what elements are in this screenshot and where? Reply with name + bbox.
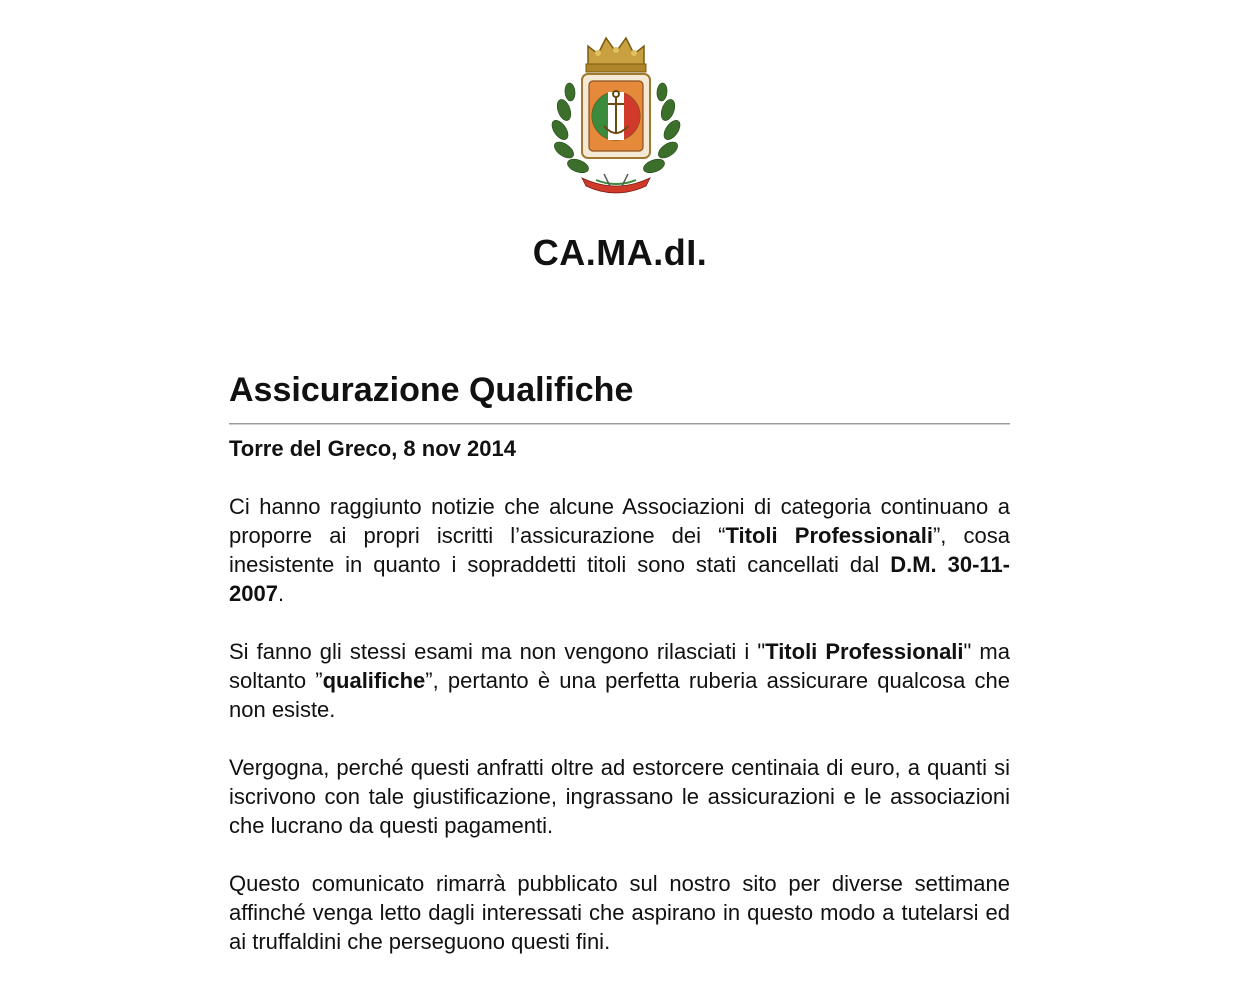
paragraph-3: Vergogna, perché questi anfratti oltre ad estorcere centinaia di euro, a quanti si iscrivono con tale giustificazione, ingrassano le assicurazioni e le associazioni che lucrano da questi pagamenti.	[229, 755, 1010, 838]
ribbon-icon	[582, 174, 650, 193]
document-body	[229, 368, 1010, 978]
document-title: Assicurazione Qualifiche	[229, 371, 634, 409]
paragraph-4: Questo comunicato rimarrà pubblicato sul nostro sito per diverse settimane affinché venga letto dagli interessati che aspirano in questo modo a tutelarsi ed ai truffaldini che perseguono questi fini.	[229, 871, 1010, 954]
crown-icon	[586, 38, 646, 72]
paragraph-1: Ci hanno raggiunto notizie che alcune Associazioni di categoria continuano a proporre ai propri iscritti l’assicurazione dei “Titoli Professionali”, cosa inesistente in quanto i sopraddetti titoli sono stati cancellati dal D.M. 30-11-2007.	[229, 494, 1011, 606]
organization-name: CA.MA.dI.	[532, 232, 708, 273]
title-divider	[229, 423, 1010, 425]
document-date-line: Torre del Greco, 8 nov 2014	[229, 436, 516, 461]
paragraph-2: Si fanno gli stessi esami ma non vengono rilasciati i "Titoli Professionali" ma soltanto ”qualifiche”, pertanto è una perfetta ruberia assicurare qualcosa che non esiste.	[229, 639, 1010, 722]
coat-of-arms-icon	[548, 28, 684, 196]
